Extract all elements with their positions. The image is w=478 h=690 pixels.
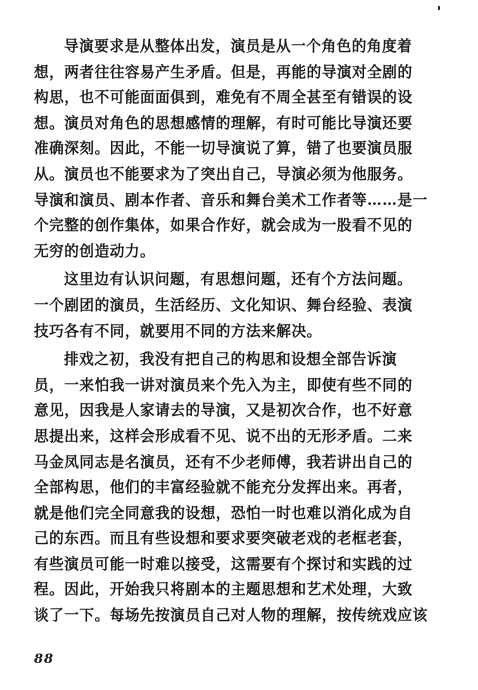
text-line: 有些演员可能一时难以接受，这需要有个探讨和实践的过 <box>34 555 413 573</box>
text-line: 程。因此，开始我只将剧本的主题思想和艺术处理，大致 <box>34 581 413 599</box>
text-line: 准确深刻。因此，不能一切导演说了算，错了也要演员服 <box>34 140 413 158</box>
text-line: 无穷的创造动力。 <box>34 242 156 260</box>
text-line: 马金凤同志是名演员，还有不少老师傅，我若讲出自己的 <box>34 453 413 471</box>
text-line: 个完整的创作集体，如果合作好，就会成为一股看不见的 <box>34 217 413 235</box>
text-line: 意见，因我是人家请去的导演，又是初次合作，也不好意 <box>34 402 413 420</box>
text-line: 员，一来怕我一讲对演员来个先入为主，即使有些不同的 <box>34 376 413 394</box>
scan-speck <box>438 6 440 10</box>
page-number: 88 <box>34 652 55 667</box>
text-line: 排戏之初，我没有把自己的构思和设想全部告诉演 <box>64 351 398 369</box>
text-line: 从。演员也不能要求为了突出自己，导演必须为他服务。 <box>34 165 413 183</box>
text-line: 一个剧团的演员，生活经历、文化知识、舞台经验、表演 <box>34 296 413 314</box>
text-line: 全部构思，他们的丰富经验就不能充分发挥出来。再者， <box>34 479 413 497</box>
text-line: 构思，也不可能面面俱到，难免有不周全甚至有错误的设 <box>34 89 413 107</box>
text-line: 想，两者往往容易产生矛盾。但是，再能的导演对全剧的 <box>34 63 413 81</box>
text-line: 就是他们完全同意我的设想，恐怕一时也难以消化成为自 <box>34 504 413 522</box>
text-line: 想。演员对角色的思想感情的理解，有时可能比导演还要 <box>34 114 413 132</box>
text-line: 思提出来，这样会形成看不见、说不出的无形矛盾。二来 <box>34 427 413 445</box>
text-line: 技巧各有不同，就要用不同的方法来解决。 <box>34 322 322 340</box>
text-line: 导演和演员、剧本作者、音乐和舞台美术工作者等……是一 <box>34 191 428 209</box>
text-line: 己的东西。而且有些设想和要求要突破老戏的老框老套， <box>34 530 413 548</box>
text-line: 这里边有认识问题，有思想问题，还有个方法问题。 <box>64 271 413 289</box>
text-line: 导演要求是从整体出发，演员是从一个角色的角度着 <box>64 38 413 55</box>
text-line: 谈了一下。每场先按演员自己对人物的理解，按传统戏应该 <box>34 607 428 625</box>
body-text <box>34 34 434 629</box>
